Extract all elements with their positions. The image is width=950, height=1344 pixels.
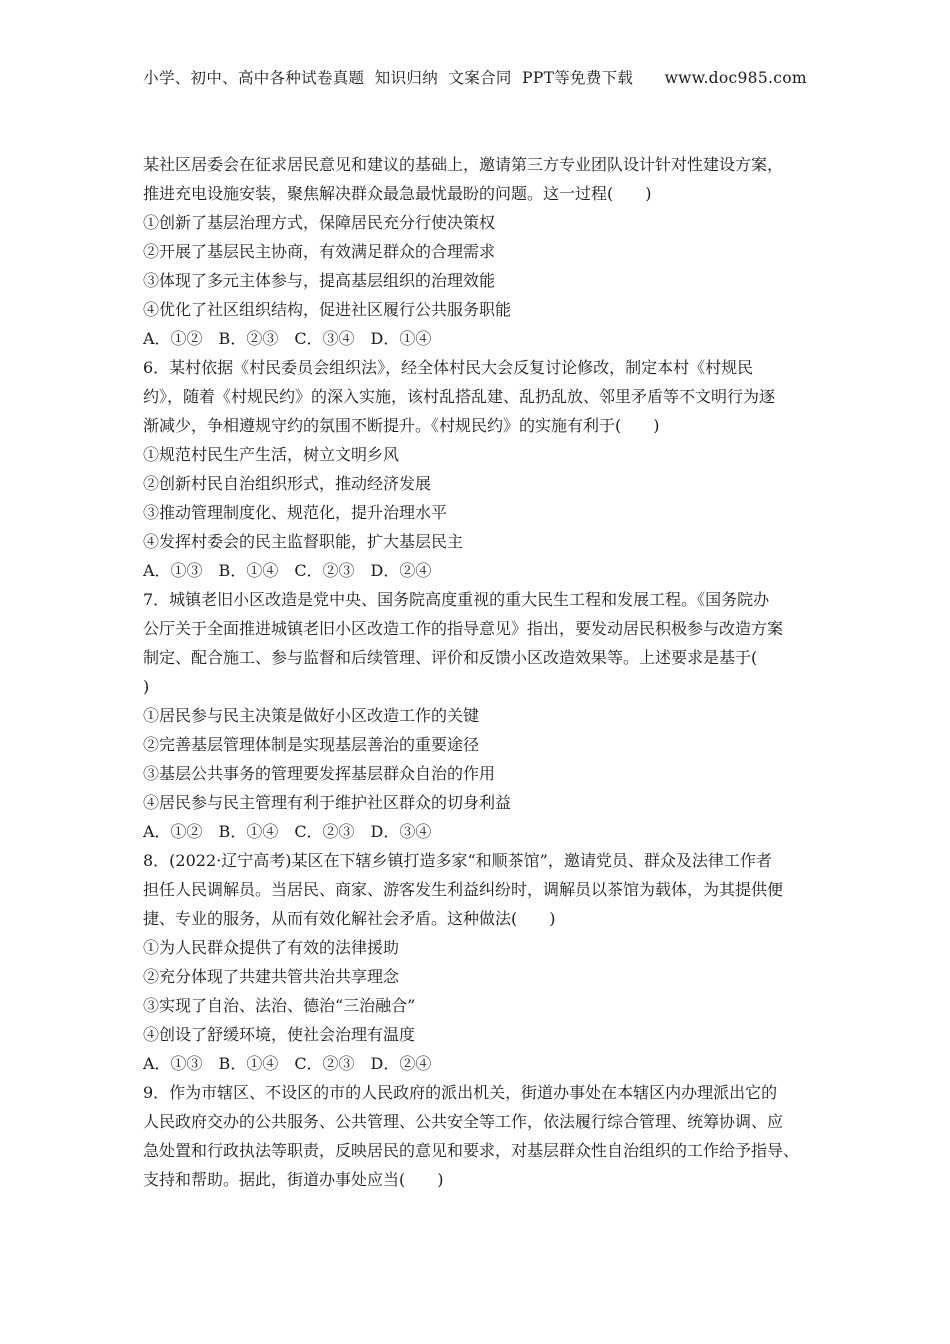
question-stem-line: 8．(2022·辽宁高考)某区在下辖乡镇打造多家“和顺茶馆”，邀请党员、群众及法律工作者 [143,851,772,870]
question-stem-line: 6．某村依据《村民委员会组织法》，经全体村民大会反复讨论修改，制定本村《村规民 [143,358,754,377]
question-stem-line: 9．作为市辖区、不设区的市的人民政府的派出机关，街道办事处在本辖区内办理派出它的 [143,1083,778,1102]
question-9 [143,1078,823,1194]
answer-choices: A．①② B．①④ C．②③ D．③④ [143,822,432,841]
question-stem-line: 制定、配合施工、参与监督和后续管理、评价和反馈小区改造效果等。上述要求是基于( [143,648,758,667]
question-stem-line: 渐减少，争相遵规守约的氛围不断提升。《村规民约》的实施有利于( ) [143,416,660,435]
option-1: ①创新了基层治理方式，保障居民充分行使决策权 [143,213,496,232]
question-stem-line: 公厅关于全面推进城镇老旧小区改造工作的指导意见》指出，要发动居民积极参与改造方案 [143,619,784,638]
option-2: ②充分体现了共建共管共治共享理念 [143,967,400,986]
option-3: ③实现了自治、法治、德治“三治融合” [143,996,416,1015]
question-8 [143,846,823,1078]
option-3: ③体现了多元主体参与，提高基层组织的治理效能 [143,271,496,290]
question-stem-line: 支持和帮助。据此，街道办事处应当( ) [143,1170,444,1189]
question-stem-line: 某社区居委会在征求居民意见和建议的基础上，邀请第三方专业团队设计针对性建设方案， [143,155,784,174]
question-stem-line: 推进充电设施安装，聚焦解决群众最急最忧最盼的问题。这一过程( ) [143,184,652,203]
page-header: 小学、初中、高中各种试卷真题 知识归纳 文案合同 PPT等免费下载 www.doc985.com [143,69,807,87]
option-4: ④优化了社区组织结构，促进社区履行公共服务职能 [143,300,512,319]
question-5 [143,150,823,353]
question-stem-line: 担任人民调解员。当居民、商家、游客发生利益纠纷时，调解员以茶馆为载体，为其提供便 [143,880,784,899]
answer-choices: A．①③ B．①④ C．②③ D．②④ [143,561,432,580]
option-2: ②创新村民自治组织形式，推动经济发展 [143,474,432,493]
option-2: ②完善基层管理体制是实现基层善治的重要途径 [143,735,480,754]
question-stem-line: 人民政府交办的公共服务、公共管理、公共安全等工作，依法履行综合管理、统筹协调、应 [143,1112,784,1131]
question-stem-line: 捷、专业的服务，从而有效化解社会矛盾。这种做法( ) [143,909,556,928]
option-1: ①居民参与民主决策是做好小区改造工作的关键 [143,706,480,725]
question-stem-line: 急处置和行政执法等职责，反映居民的意见和要求，对基层群众性自治组织的工作给予指导、 [143,1141,800,1160]
question-6 [143,353,823,585]
option-3: ③推动管理制度化、规范化，提升治理水平 [143,503,448,522]
option-1: ①规范村民生产生活，树立文明乡风 [143,445,400,464]
question-stem-line: 7．城镇老旧小区改造是党中央、国务院高度重视的重大民生工程和发展工程。《国务院办 [143,590,770,609]
option-3: ③基层公共事务的管理要发挥基层群众自治的作用 [143,764,496,783]
question-7 [143,585,823,846]
document-body [143,150,823,1194]
answer-choices: A．①③ B．①④ C．②③ D．②④ [143,1054,432,1073]
question-stem-line: ) [143,677,150,696]
option-1: ①为人民群众提供了有效的法律援助 [143,938,400,957]
question-stem-line: 约》，随着《村规民约》的深入实施，该村乱搭乱建、乱扔乱放、邻里矛盾等不文明行为逐 [143,387,776,406]
option-4: ④发挥村委会的民主监督职能，扩大基层民主 [143,532,464,551]
option-2: ②开展了基层民主协商，有效满足群众的合理需求 [143,242,496,261]
answer-choices: A．①② B．②③ C．③④ D．①④ [143,329,432,348]
option-4: ④创设了舒缓环境，使社会治理有温度 [143,1025,416,1044]
option-4: ④居民参与民主管理有利于维护社区群众的切身利益 [143,793,512,812]
